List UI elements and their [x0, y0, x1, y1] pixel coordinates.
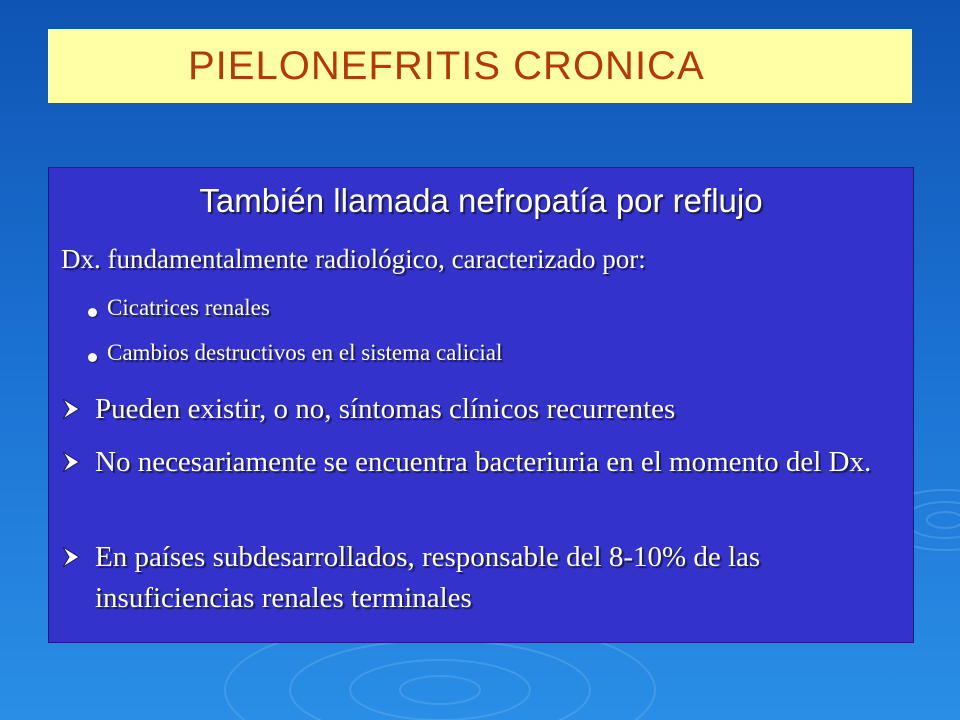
filled-circle-icon: [88, 308, 97, 317]
sub-bullet-text: Cicatrices renales: [107, 295, 270, 320]
arrow-bullet-item: [61, 537, 901, 619]
arrow-bullet-text: No necesariamente se encuentra bacteriuria en el momento del Dx.: [95, 446, 872, 478]
arrow-bullet-text: En países subdesarrollados, responsable del 8-10% de las insuficiencias renales terminales: [95, 541, 761, 614]
arrow-bullet-item: [61, 389, 901, 430]
arrow-right-icon: [61, 546, 81, 568]
intro-text: Dx. fundamentalmente radiológico, caracterizado por:: [61, 244, 646, 274]
arrow-bullet-text: Pueden existir, o no, síntomas clínicos recurrentes: [95, 393, 676, 425]
sub-bullet-item: [107, 340, 502, 366]
content-box: [48, 167, 914, 643]
arrow-bullet-item: [61, 442, 901, 483]
slide-title: PIELONEFRITIS CRONICA: [188, 43, 705, 88]
filled-circle-icon: [88, 353, 97, 362]
arrow-right-icon: [61, 398, 81, 420]
title-box: [48, 29, 912, 103]
slide-subtitle: También llamada nefropatía por reflujo: [199, 182, 763, 219]
arrow-right-icon: [61, 451, 81, 473]
sub-bullet-item: [107, 295, 270, 321]
sub-bullet-text: Cambios destructivos en el sistema calicial: [107, 340, 503, 365]
